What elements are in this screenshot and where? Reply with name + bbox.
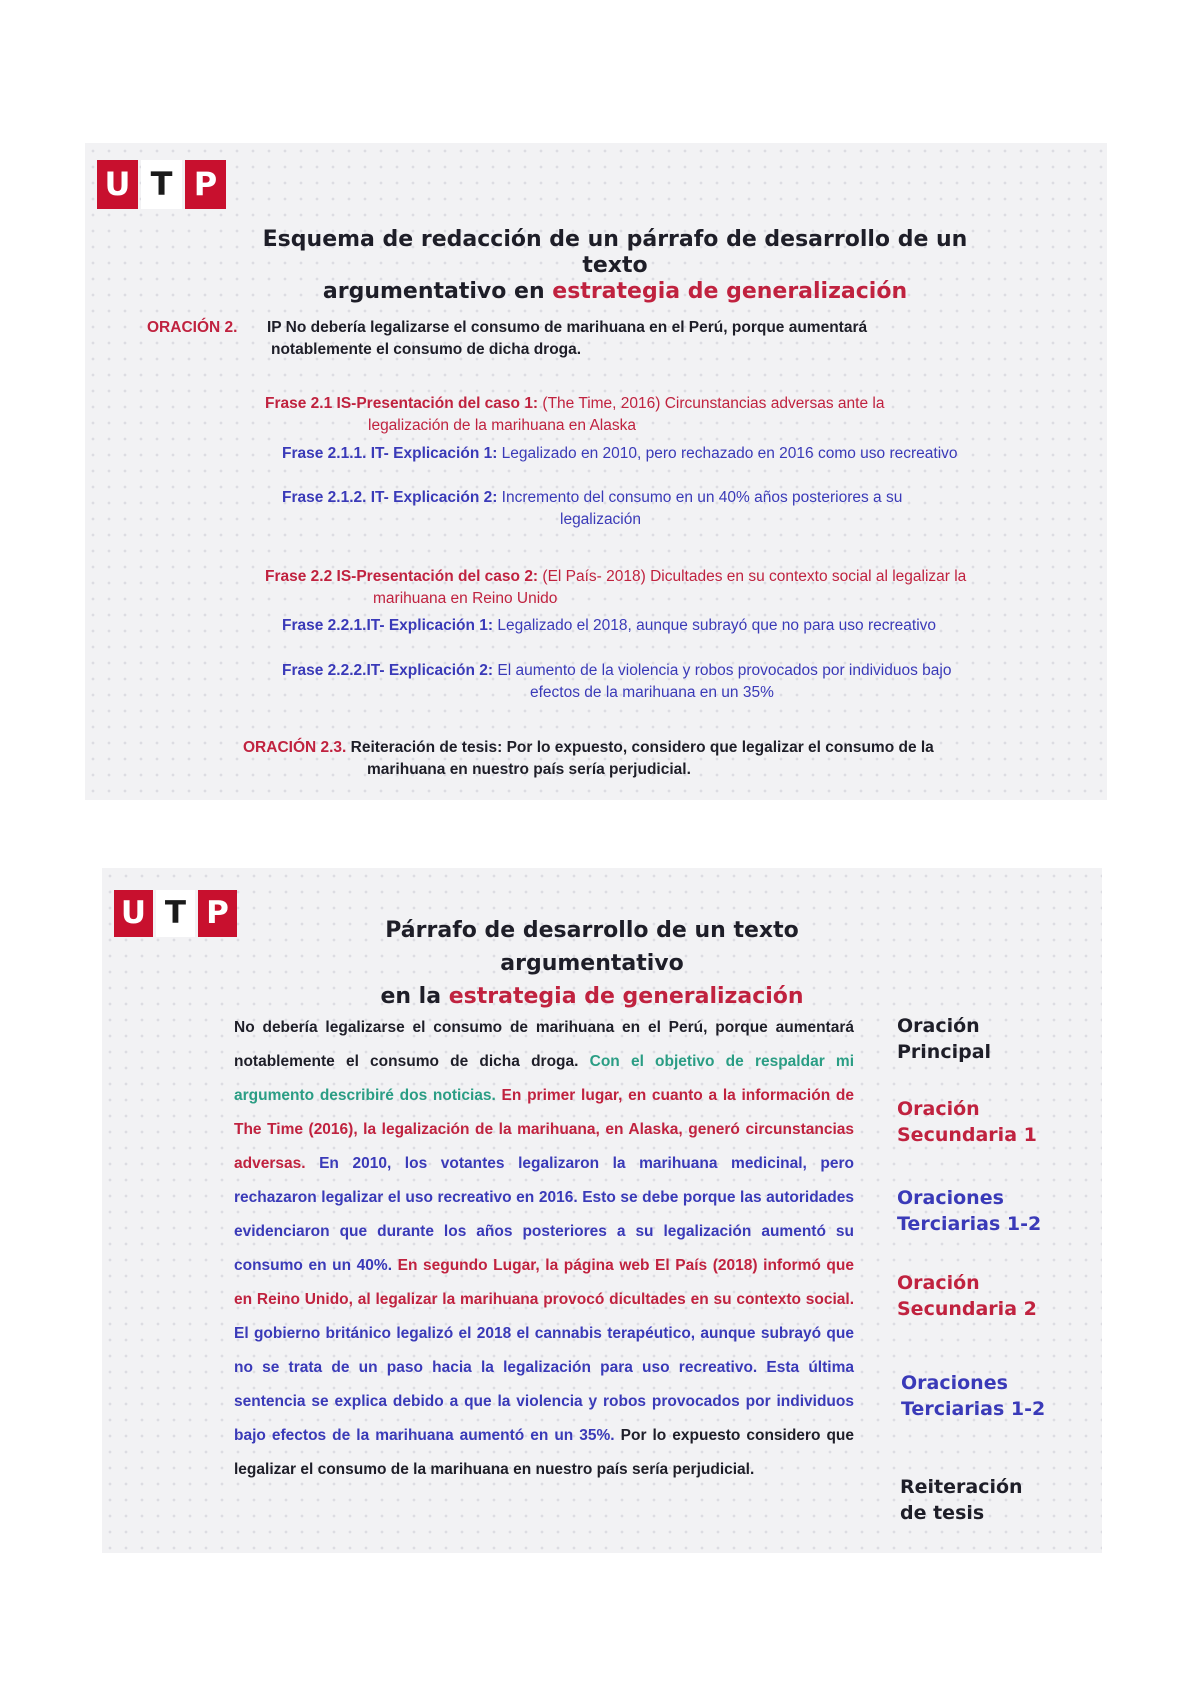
frase-2-1-2 bbox=[282, 487, 1082, 531]
terciarias-1-text: En 2010, los votantes legalizaron la marihuana medicinal, pero rechazaron legalizar el uso recreativo en 2016. Esto se debe porque las autoridades evidenciaron que durante los años posteriores a su legalización aumentó su consumo en un 40%. bbox=[234, 1155, 854, 1274]
logo-letter-u: U bbox=[97, 160, 138, 209]
oracion-principal-text: No debería legalizarse el consumo de marihuana en el Perú, porque aumentará notablemente el consumo de dicha droga. bbox=[234, 1019, 854, 1070]
oracion-2-3-label: ORACIÓN 2.3. bbox=[243, 739, 347, 756]
slide2-title bbox=[302, 914, 882, 1013]
label-secundaria-1-2: Secundaria 1 bbox=[897, 1124, 1037, 1146]
slide1-title-line2 bbox=[235, 279, 995, 305]
terciarias-2-text: El gobierno británico legalizó el 2018 el cannabis terapéutico, aunque subrayó que no se trata de un paso hacia la legalización para uso recreativo. Esta última sentencia se explica debido a que la violencia y robos provocados por individuos bajo efectos de la marihuana aumentó en un 35%. bbox=[234, 1325, 854, 1444]
frase-2-1-2-label: Frase 2.1.2. IT- Explicación 2: bbox=[282, 489, 498, 506]
frase-2-1-2-text-2: legalización bbox=[560, 511, 641, 528]
label-oracion-principal bbox=[897, 1013, 991, 1065]
slide1-title-plain: argumentativo en bbox=[322, 279, 553, 304]
label-oracion-principal-2: Principal bbox=[897, 1041, 992, 1063]
slide1-title-highlight: estrategia de generalización bbox=[552, 279, 908, 304]
label-secundaria-2-1: Oración bbox=[897, 1272, 980, 1294]
logo-letter-t: T bbox=[156, 890, 195, 937]
frase-2-1-text-2: legalización de la marihuana en Alaska bbox=[368, 417, 636, 434]
slide-parrafo bbox=[102, 868, 1102, 1553]
logo-letter-p: P bbox=[198, 890, 237, 937]
slide1-title-line1: Esquema de redacción de un párrafo de desarrollo de un texto bbox=[262, 227, 968, 278]
oracion-2-3-text-1: Reiteración de tesis: Por lo expuesto, considero que legalizar el consumo de la bbox=[346, 739, 934, 756]
label-terciarias-1-2: Terciarias 1-2 bbox=[897, 1213, 1042, 1235]
label-reiteracion-1: Reiteración bbox=[900, 1476, 1023, 1498]
frase-2-1-2-text-1: Incremento del consumo en un 40% años posteriores a su bbox=[497, 489, 903, 506]
frase-2-2-2 bbox=[282, 660, 1082, 704]
frase-2-2-1-label: Frase 2.2.1.IT- Explicación 1: bbox=[282, 617, 494, 634]
frase-2-2-text-2: marihuana en Reino Unido bbox=[373, 590, 558, 607]
frase-2-2-1 bbox=[282, 615, 1082, 637]
slide-esquema bbox=[85, 143, 1107, 800]
secundaria-2-text: En segundo Lugar, la página web El País (2018) informó que en Reino Unido, al legalizar la marihuana provocó dicultades en su contexto social. bbox=[234, 1257, 854, 1308]
label-oraciones-terciarias-1 bbox=[897, 1185, 1041, 1237]
label-secundaria-2-2: Secundaria 2 bbox=[897, 1298, 1037, 1320]
oracion-2-3 bbox=[243, 737, 1063, 781]
label-terciarias-1-1: Oraciones bbox=[897, 1187, 1004, 1209]
oracion-2-3-text-2: marihuana en nuestro país sería perjudicial. bbox=[367, 761, 691, 778]
slide2-title-plain: en la bbox=[380, 984, 449, 1009]
slide2-title-line2 bbox=[302, 980, 882, 1013]
frase-2-1-text-1: (The Time, 2016) Circunstancias adversas ante la bbox=[538, 395, 885, 412]
frase-2-1 bbox=[265, 393, 1025, 437]
label-secundaria-1-1: Oración bbox=[897, 1098, 980, 1120]
oracion-2-label: ORACIÓN 2. bbox=[147, 319, 238, 336]
label-terciarias-2-1: Oraciones bbox=[901, 1372, 1008, 1394]
frase-2-1-1-text: Legalizado en 2010, pero rechazado en 2016 como uso recreativo bbox=[497, 445, 958, 462]
frase-2-2-label: Frase 2.2 IS-Presentación del caso 2: bbox=[265, 568, 539, 585]
frase-2-1-1 bbox=[282, 443, 1082, 465]
slide2-title-highlight: estrategia de generalización bbox=[448, 984, 804, 1009]
secundaria-1-text: En primer lugar, en cuanto a la información de The Time (2016), la legalización de la marihuana, en Alaska, generó circunstancias adversas. bbox=[234, 1087, 854, 1172]
transition-text: Con el objetivo de respaldar mi argumento describiré dos noticias. bbox=[234, 1053, 854, 1104]
label-oracion-secundaria-2 bbox=[897, 1270, 1037, 1322]
argumentative-paragraph bbox=[234, 1011, 854, 1487]
logo-letter-p: P bbox=[185, 160, 226, 209]
utp-logo bbox=[97, 160, 226, 209]
frase-2-2-text-1: (El País- 2018) Dicultades en su contexto social al legalizar la bbox=[538, 568, 967, 585]
label-reiteracion-2: de tesis bbox=[900, 1502, 985, 1524]
oracion-2 bbox=[147, 317, 1037, 361]
slide1-title bbox=[235, 227, 995, 305]
label-oraciones-terciarias-2 bbox=[901, 1370, 1045, 1422]
utp-logo bbox=[114, 890, 237, 937]
frase-2-2-2-label: Frase 2.2.2.IT- Explicación 2: bbox=[282, 662, 494, 679]
label-reiteracion-tesis bbox=[900, 1474, 1023, 1526]
label-oracion-secundaria-1 bbox=[897, 1096, 1037, 1148]
label-terciarias-2-2: Terciarias 1-2 bbox=[901, 1398, 1046, 1420]
frase-2-2-2-text-2: efectos de la marihuana en un 35% bbox=[530, 684, 774, 701]
frase-2-1-1-label: Frase 2.1.1. IT- Explicación 1: bbox=[282, 445, 498, 462]
label-oracion-principal-1: Oración bbox=[897, 1015, 980, 1037]
oracion-2-text-2: notablemente el consumo de dicha droga. bbox=[271, 341, 582, 358]
logo-letter-t: T bbox=[141, 160, 182, 209]
oracion-2-text-1: IP No debería legalizarse el consumo de marihuana en el Perú, porque aumentará bbox=[267, 319, 868, 336]
slide2-title-line1: Párrafo de desarrollo de un texto argumentativo bbox=[385, 918, 799, 976]
frase-2-1-label: Frase 2.1 IS-Presentación del caso 1: bbox=[265, 395, 539, 412]
frase-2-2 bbox=[265, 566, 1085, 610]
frase-2-2-2-text-1: El aumento de la violencia y robos provocados por individuos bajo bbox=[493, 662, 952, 679]
frase-2-2-1-text: Legalizado el 2018, aunque subrayó que no para uso recreativo bbox=[493, 617, 937, 634]
logo-letter-u: U bbox=[114, 890, 153, 937]
reiteracion-text: Por lo expuesto considero que legalizar el consumo de la marihuana en nuestro país sería perjudicial. bbox=[234, 1427, 854, 1478]
